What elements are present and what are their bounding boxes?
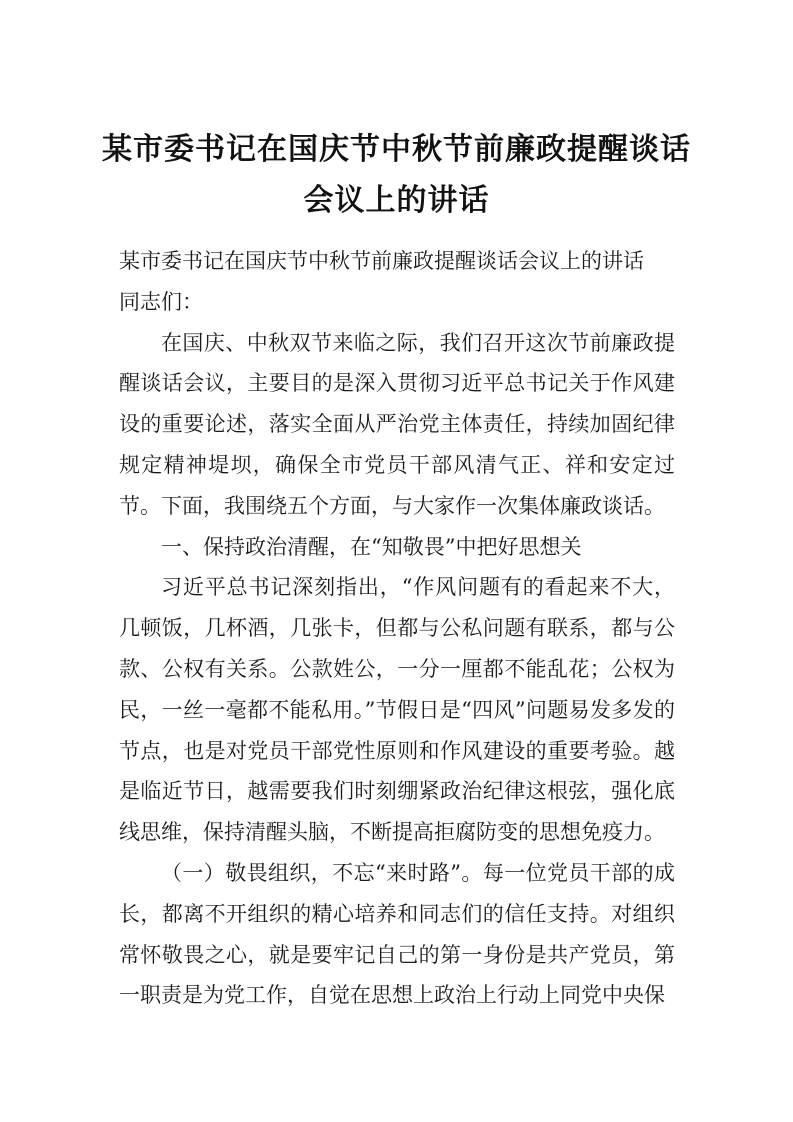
document-body — [119, 241, 675, 1016]
body-paragraph: （一）敬畏组织，不忘“来时路”。每一位党员干部的成长，都离不开组织的精心培养和同志们的信任支持。对组织常怀敬畏之心，就是要牢记自己的第一身份是共产党员，第一职责是为党工作，自觉在思想上政治上行动上同党中央保 — [119, 860, 675, 1008]
body-paragraph: 习近平总书记深刻指出，“作风问题有的看起来不大，几顿饭，几杯酒，几张卡，但都与公私问题有联系，都与公款、公权有关系。公款姓公，一分一厘都不能乱花；公权为民，一丝一毫都不能私用。”节假日是“四风”问题易发多发的节点，也是对党员干部党性原则和作风建设的重要考验。越是临近节日，越需要我们时刻绷紧政治纪律这根弦，强化底线思维，保持清醒头脑，不断提高拒腐防变的思想免疫力。 — [119, 575, 675, 845]
body-heading-line: 某市委书记在国庆节中秋节前廉政提醒谈话会议上的讲话 — [119, 249, 644, 273]
document-title: 某市委书记在国庆节中秋节前廉政提醒谈话会议上的讲话 — [102, 132, 691, 218]
intro-paragraph: 在国庆、中秋双节来临之际，我们召开这次节前廉政提醒谈话会议，主要目的是深入贯彻习近平总书记关于作风建设的重要论述，落实全面从严治党主体责任，持续加固纪律规定精神堤坝，确保全市党员干部风清气正、祥和安定过节。下面，我围绕五个方面，与大家作一次集体廉政谈话。 — [119, 330, 675, 518]
section-heading: 一、保持政治清醒，在“知敬畏”中把好思想关 — [161, 534, 582, 559]
salutation: 同志们： — [119, 289, 203, 314]
